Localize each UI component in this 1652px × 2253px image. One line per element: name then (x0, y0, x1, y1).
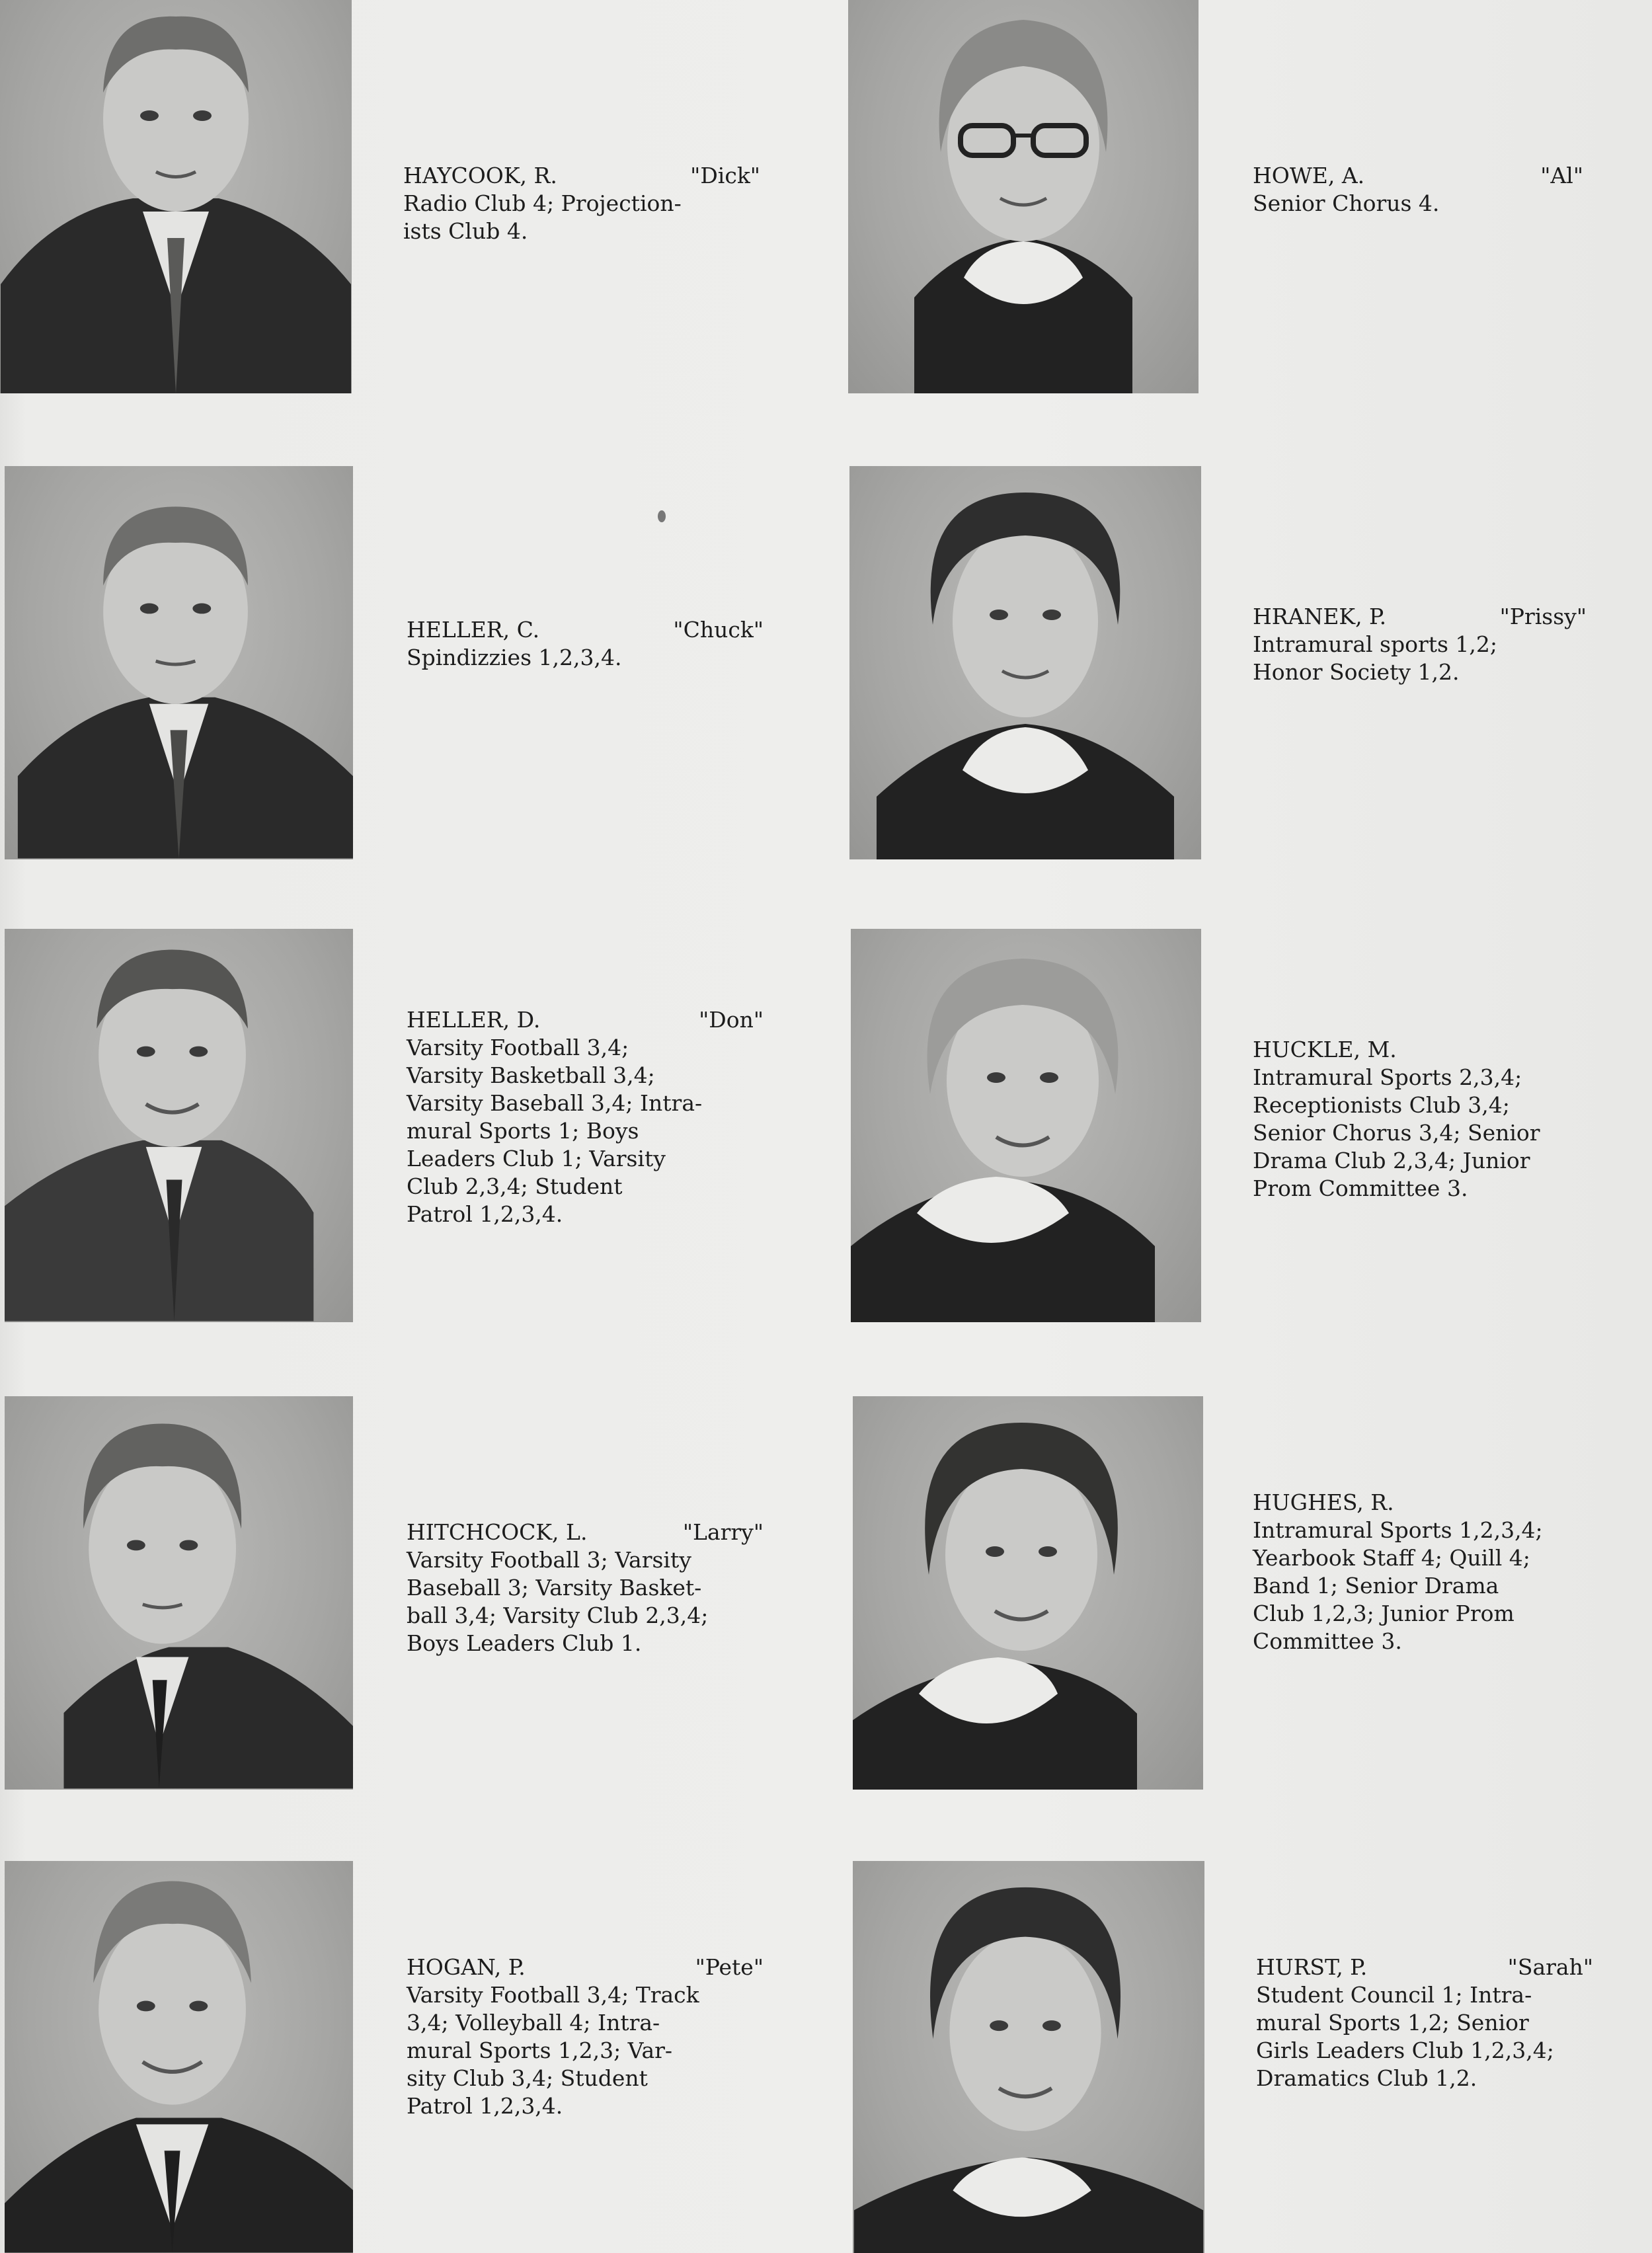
student-name: HOWE, A. (1253, 163, 1365, 188)
student-nickname: "Chuck" (673, 617, 764, 643)
female-portrait-image (848, 0, 1199, 393)
student-name: HUCKLE, M. (1253, 1037, 1397, 1062)
student-activities: Intramural Sports 2,3,4; Receptionists Club 3,4; Senior Chorus 3,4; Senior Drama Club 2,3,4; Junior Prom Committee 3. (1253, 1064, 1540, 1201)
name-line (407, 616, 764, 644)
student-name: HELLER, D. (407, 1007, 541, 1033)
portrait-photo (5, 1396, 353, 1790)
female-portrait-image (853, 1861, 1204, 2253)
student-nickname: "Sarah" (1507, 1954, 1593, 1980)
name-line (1253, 603, 1587, 631)
student-name: HAYCOOK, R. (403, 163, 557, 188)
student-activities: Senior Chorus 4. (1253, 190, 1440, 216)
portrait-photo (849, 466, 1201, 859)
student-name: HELLER, C. (407, 617, 540, 643)
student-name: HUGHES, R. (1253, 1489, 1394, 1515)
portrait-photo (5, 466, 353, 859)
student-nickname: "Larry" (682, 1519, 764, 1545)
portrait-photo (853, 1861, 1204, 2253)
portrait-photo (853, 1396, 1203, 1790)
student-activities: Varsity Football 3,4; Varsity Basketball 3,4; Varsity Baseball 3,4; Intra- mural Sports 1; Boys Leaders Club 1; Varsity Club 2,3,4; Student Patrol 1,2,3,4. (407, 1035, 703, 1227)
student-entry (1256, 1954, 1593, 2092)
male-portrait-image (5, 1861, 353, 2253)
student-activities: Radio Club 4; Projection- ists Club 4. (403, 190, 682, 244)
student-activities: Spindizzies 1,2,3,4. (407, 645, 622, 670)
portrait-photo (5, 1861, 353, 2253)
student-name: HURST, P. (1256, 1954, 1368, 1980)
student-entry (403, 162, 760, 245)
student-nickname: "Don" (699, 1007, 764, 1033)
student-entry (407, 1954, 764, 2120)
male-portrait-image (5, 929, 353, 1322)
male-portrait-image (5, 466, 353, 859)
name-line (1253, 162, 1583, 190)
student-name: HOGAN, P. (407, 1954, 526, 1980)
student-activities: Varsity Football 3,4; Track 3,4; Volleyball 4; Intra- mural Sports 1,2,3; Var- sity Club 3,4; Student Patrol 1,2,3,4. (407, 1982, 699, 2119)
name-line (1256, 1954, 1593, 1981)
female-portrait-image (849, 466, 1201, 859)
student-entry (407, 616, 764, 672)
student-entry (1253, 1036, 1587, 1203)
name-line (407, 1954, 764, 1981)
ink-speck (658, 510, 666, 522)
student-activities: Intramural sports 1,2; Honor Society 1,2. (1253, 631, 1498, 685)
student-activities: Intramural Sports 1,2,3,4; Yearbook Staff 4; Quill 4; Band 1; Senior Drama Club 1,2,3; Junior Prom Committee 3. (1253, 1517, 1543, 1654)
student-nickname: "Pete" (695, 1954, 764, 1980)
name-line (1253, 1036, 1587, 1064)
female-portrait-image (853, 1396, 1203, 1790)
name-line (407, 1519, 764, 1546)
student-activities: Student Council 1; Intra- mural Sports 1,2; Senior Girls Leaders Club 1,2,3,4; Dramatics Club 1,2. (1256, 1982, 1554, 2091)
portrait-photo (5, 929, 353, 1322)
student-activities: Varsity Football 3; Varsity Baseball 3; Varsity Basket- ball 3,4; Varsity Club 2,3,4; Boys Leaders Club 1. (407, 1547, 709, 1656)
student-name: HRANEK, P. (1253, 604, 1387, 629)
name-line (1253, 1489, 1587, 1517)
portrait-photo (851, 929, 1201, 1322)
name-line (407, 1006, 764, 1034)
student-entry (407, 1006, 764, 1228)
male-portrait-image (0, 0, 352, 393)
student-nickname: "Prissy" (1499, 604, 1587, 629)
female-portrait-image (851, 929, 1201, 1322)
student-entry (1253, 603, 1587, 686)
student-entry (1253, 162, 1583, 217)
portrait-photo (848, 0, 1199, 393)
student-nickname: "Al" (1540, 163, 1583, 188)
name-line (403, 162, 760, 190)
student-entry (407, 1519, 764, 1657)
male-portrait-image (5, 1396, 353, 1790)
portrait-photo (0, 0, 352, 393)
student-name: HITCHCOCK, L. (407, 1519, 588, 1545)
student-nickname: "Dick" (690, 163, 760, 188)
student-entry (1253, 1489, 1587, 1655)
